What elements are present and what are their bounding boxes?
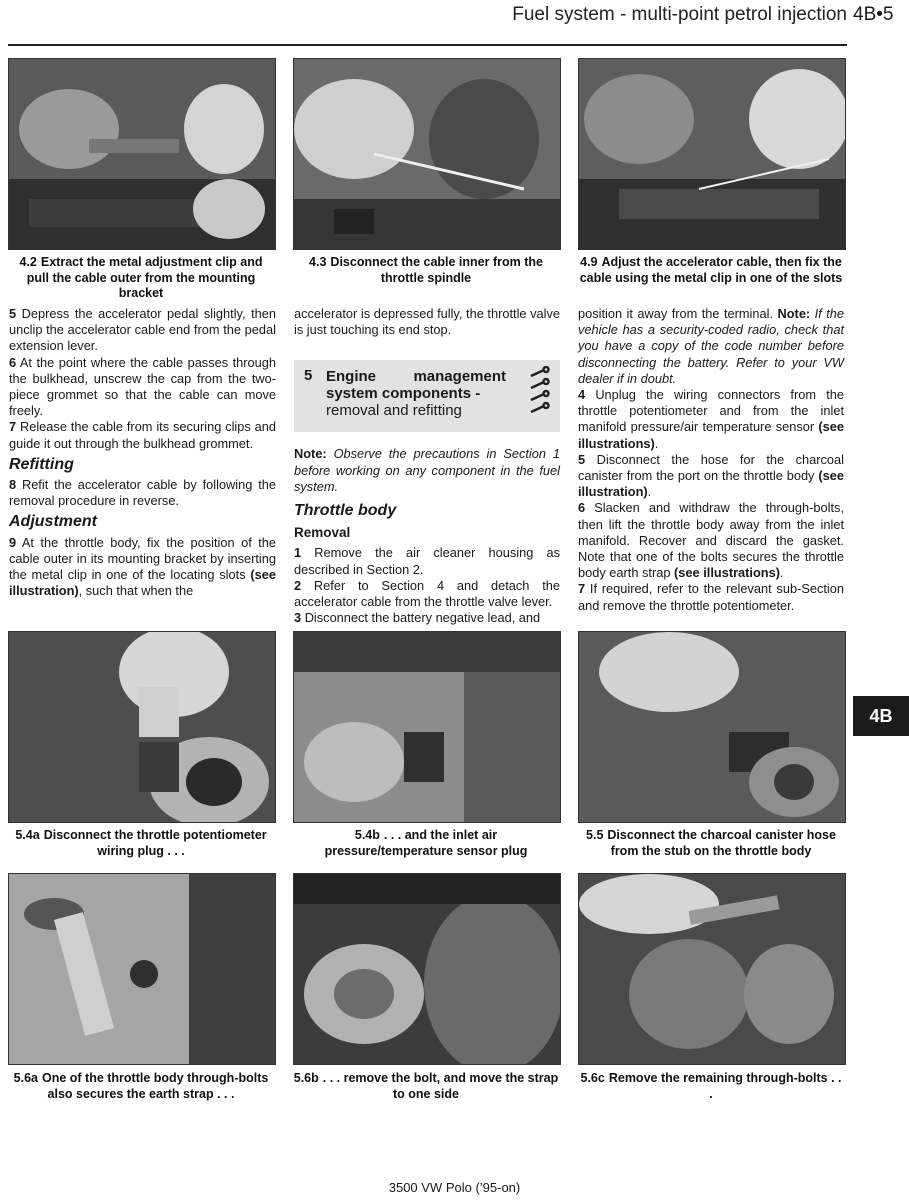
caption-text: . . . and the inlet air pressure/temperature sensor plug bbox=[324, 828, 528, 858]
paragraph-5: 5 Depress the accelerator pedal slightly, then unclip the accelerator cable end from the pedal extension lever. bbox=[9, 306, 276, 354]
section-5-heading-box bbox=[294, 360, 560, 432]
photo-5-6b bbox=[293, 873, 561, 1065]
photo-5-6c bbox=[578, 873, 846, 1065]
heading-throttle-body: Throttle body bbox=[294, 502, 397, 520]
caption-text: Extract the metal adjustment clip and pull the cable outer from the mounting bracket bbox=[26, 255, 263, 300]
caption-5-4b bbox=[293, 828, 559, 859]
caption-5-6c bbox=[578, 1071, 844, 1102]
caption-text: Disconnect the throttle potentiometer wiring plug . . . bbox=[43, 828, 267, 858]
section-number: 5 bbox=[304, 367, 313, 385]
photo-4-3 bbox=[293, 58, 561, 250]
caption-text: One of the throttle body through-bolts also secures the earth strap . . . bbox=[41, 1071, 269, 1101]
paragraph-7b: 7 If required, refer to the relevant sub-Section and remove the throttle potentiometer. bbox=[578, 581, 845, 613]
caption-fig-number: 5.5 bbox=[586, 828, 604, 842]
photo-5-5-image bbox=[579, 632, 845, 822]
text-column-2 bbox=[294, 306, 560, 626]
caption-fig-number: 4.9 bbox=[580, 255, 598, 269]
caption-text: Disconnect the cable inner from the throttle spindle bbox=[330, 255, 543, 285]
caption-text: Disconnect the charcoal canister hose from the stub on the throttle body bbox=[607, 828, 836, 858]
caption-4-2 bbox=[8, 255, 274, 302]
paragraph-6b: 6 Slacken and withdraw the through-bolts, then lift the throttle body away from the inlet manifold. Recover and discard the gasket. Note that one of the bolts secures the throttle body earth strap (see illustrations). bbox=[578, 500, 844, 581]
photo-5-4a bbox=[8, 631, 276, 823]
caption-text: Remove the remaining through-bolts . . . bbox=[608, 1071, 842, 1101]
paragraph-3: 3 Disconnect the battery negative lead, and bbox=[294, 610, 541, 626]
photo-5-5 bbox=[578, 631, 846, 823]
paragraph-6: 6 At the point where the cable passes through the bulkhead, unscrew the cap from the two-piece grommet so that the cable can move freely. bbox=[9, 354, 276, 419]
caption-fig-number: 5.4a bbox=[15, 828, 40, 842]
paragraph-4: 4 Unplug the wiring connectors from the throttle potentiometer and from the inlet manifold pressure/air temperature sensor (see illustrations). bbox=[578, 387, 844, 451]
photo-5-4b bbox=[293, 631, 561, 823]
photo-5-4b-image bbox=[294, 632, 560, 822]
paragraph-9: 9 At the throttle body, fix the position of the cable outer in its mounting bracket by inserting the metal clip in one of the locating slots (see illustration), such that when the bbox=[9, 534, 276, 599]
paragraph-7: 7 Release the cable from its securing clips and guide it out through the bulkhead grommet. bbox=[9, 419, 276, 451]
spanner-difficulty-icon bbox=[528, 366, 550, 418]
photo-4-9-image bbox=[579, 59, 845, 249]
heading-adjustment: Adjustment bbox=[9, 513, 97, 531]
caption-5-5 bbox=[578, 828, 844, 859]
photo-4-2 bbox=[8, 58, 276, 250]
heading-refitting: Refitting bbox=[9, 455, 74, 473]
paragraph-8: 8 Refit the accelerator cable by following the removal procedure in reverse. bbox=[9, 477, 276, 509]
caption-4-9 bbox=[578, 255, 844, 286]
paragraph-5b: 5 Disconnect the hose for the charcoal canister from the port on the throttle body (see illustration). bbox=[578, 451, 844, 500]
page-number: 4B•5 bbox=[853, 4, 894, 25]
photo-5-6a-image bbox=[9, 874, 275, 1064]
caption-5-6b bbox=[293, 1071, 559, 1102]
photo-5-6c-image bbox=[579, 874, 845, 1064]
photo-5-6a bbox=[8, 873, 276, 1065]
photo-4-9 bbox=[578, 58, 846, 250]
page-footer: 3500 VW Polo (’95-on) bbox=[388, 1180, 521, 1195]
photo-5-4a-image bbox=[9, 632, 275, 822]
caption-fig-number: 4.2 bbox=[19, 255, 37, 269]
page-header-title: Fuel system - multi-point petrol injection bbox=[512, 4, 847, 25]
paragraph-1: 1 Remove the air cleaner housing as described in Section 2. bbox=[294, 545, 560, 577]
section-title: Engine management system components - removal and refitting bbox=[326, 368, 506, 420]
note-paragraph: Note: Observe the precautions in Section 1 before working on any component in the fuel system. bbox=[294, 446, 560, 494]
photo-4-3-image bbox=[294, 59, 560, 249]
text-column-1 bbox=[9, 306, 276, 599]
caption-fig-number: 5.6b bbox=[293, 1071, 319, 1085]
caption-fig-number: 5.6c bbox=[580, 1071, 605, 1085]
paragraph-continued-3: position it away from the terminal. Note: If the vehicle has a security-coded radio, check that you have a copy of the code number before disconnecting the battery. Refer to your VW dealer if in doubt. bbox=[578, 306, 844, 386]
caption-text: Adjust the accelerator cable, then fix the cable using the metal clip in one of the slots bbox=[579, 255, 843, 285]
text-column-3 bbox=[578, 306, 844, 614]
heading-removal: Removal bbox=[294, 525, 351, 541]
caption-fig-number: 4.3 bbox=[309, 255, 327, 269]
caption-fig-number: 5.6a bbox=[13, 1071, 38, 1085]
header-rule bbox=[8, 44, 847, 46]
paragraph-2: 2 Refer to Section 4 and detach the accelerator cable from the throttle valve lever. bbox=[294, 577, 560, 610]
caption-text: . . . remove the bolt, and move the strap to one side bbox=[322, 1071, 559, 1101]
photo-4-2-image bbox=[9, 59, 275, 249]
photo-5-6b-image bbox=[294, 874, 560, 1064]
caption-4-3 bbox=[293, 255, 559, 286]
paragraph-continued: accelerator is depressed fully, the throttle valve is just touching its end stop. bbox=[294, 306, 560, 338]
chapter-tab: 4B bbox=[853, 696, 909, 736]
caption-5-6a bbox=[8, 1071, 274, 1102]
caption-5-4a bbox=[8, 828, 274, 859]
caption-fig-number: 5.4b bbox=[354, 828, 380, 842]
